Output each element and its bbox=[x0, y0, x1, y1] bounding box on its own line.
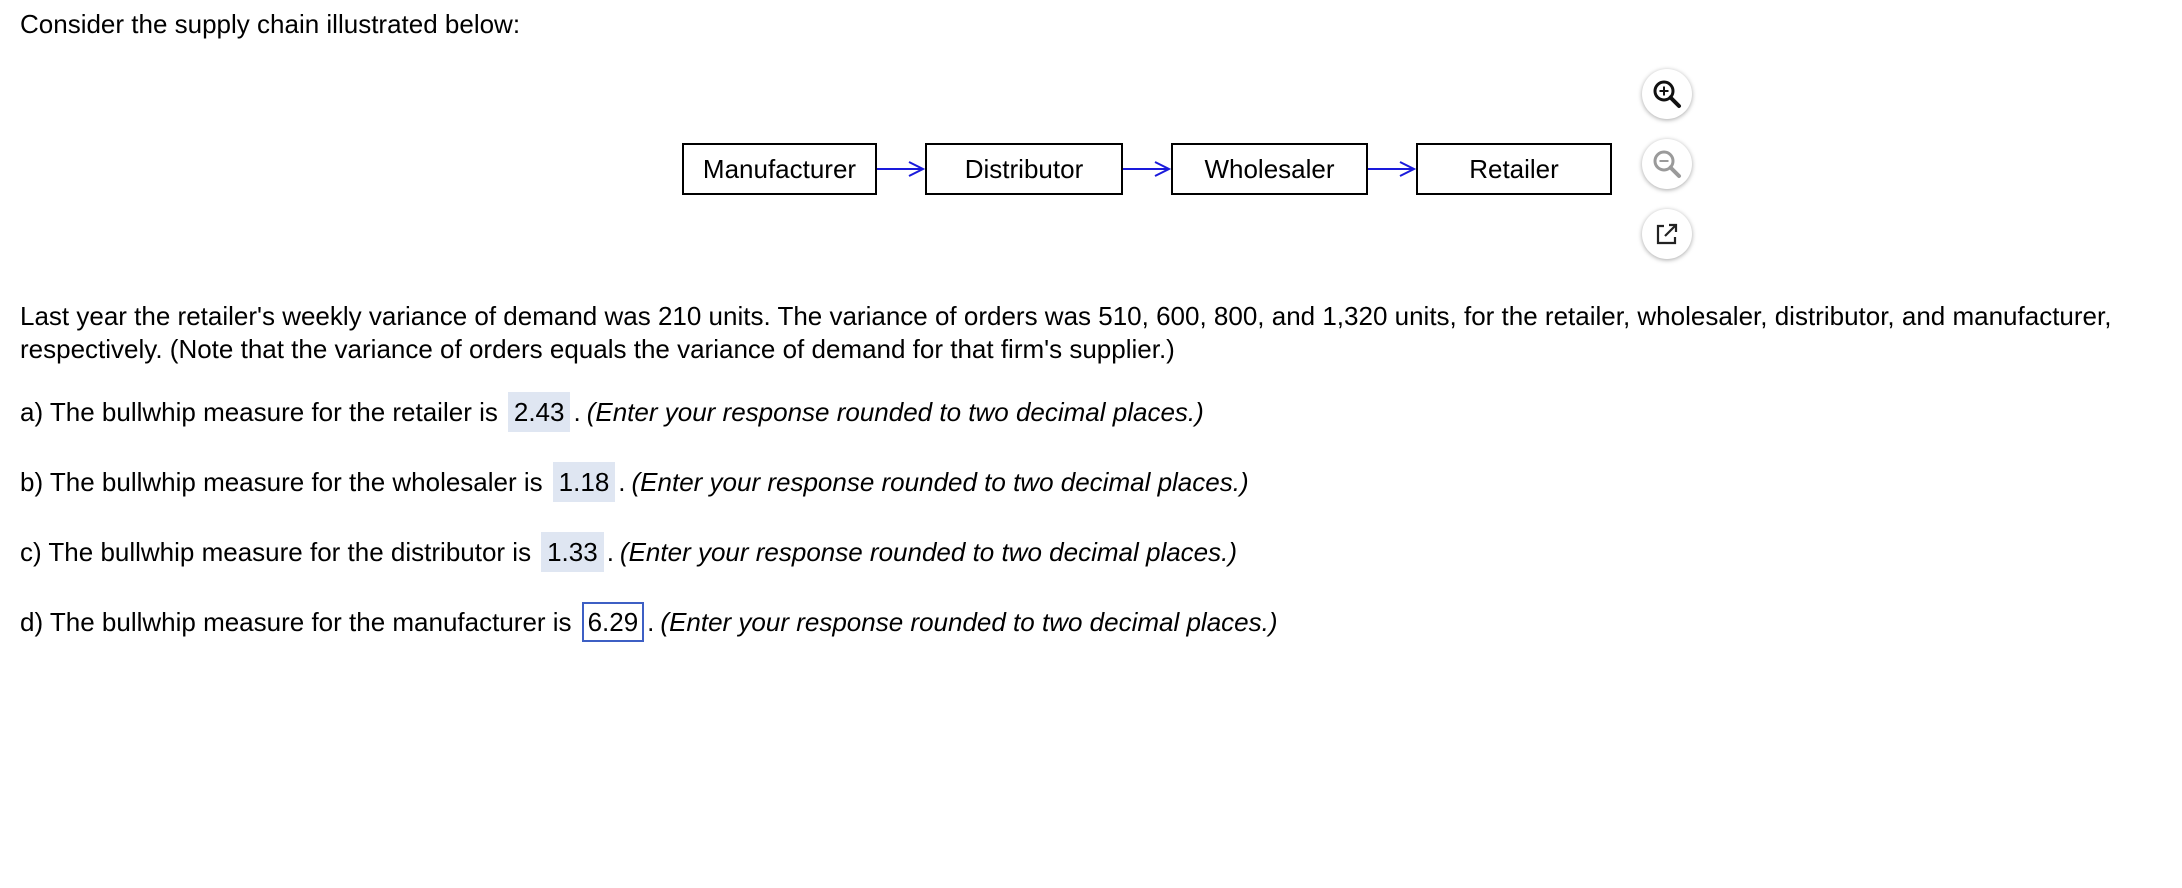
arrow-wholesaler-retailer bbox=[1368, 159, 1416, 179]
question-d-text: d) The bullwhip measure for the manufacturer is bbox=[20, 607, 572, 637]
arrow-distributor-wholesaler bbox=[1123, 159, 1171, 179]
zoom-out-icon bbox=[1650, 147, 1684, 181]
answer-b-field[interactable]: 1.18 bbox=[553, 462, 616, 502]
question-d bbox=[20, 602, 1278, 642]
problem-paragraph: Last year the retailer's weekly variance of demand was 210 units. The variance of orders was 510, 600, 800, and 1,320 units, for the retailer, wholesaler, distributor, and manufacturer, respectively. (Note that the variance of orders equals the variance of demand for that firm's supplier.) bbox=[20, 301, 2112, 364]
question-c bbox=[20, 532, 1237, 572]
external-link-icon bbox=[1652, 219, 1682, 249]
zoom-in-icon bbox=[1650, 77, 1684, 111]
answer-c-field[interactable]: 1.33 bbox=[541, 532, 604, 572]
question-a-text: a) The bullwhip measure for the retailer is bbox=[20, 397, 498, 427]
question-a-hint: (Enter your response rounded to two decimal places.) bbox=[586, 397, 1204, 427]
period: . bbox=[573, 397, 581, 427]
question-b-hint: (Enter your response rounded to two decimal places.) bbox=[631, 467, 1249, 497]
intro-text: Consider the supply chain illustrated below: bbox=[20, 9, 521, 39]
question-c-hint: (Enter your response rounded to two decimal places.) bbox=[619, 537, 1238, 567]
answer-a-field[interactable]: 2.43 bbox=[508, 392, 571, 432]
node-distributor: Distributor bbox=[925, 143, 1123, 195]
node-retailer: Retailer bbox=[1416, 143, 1612, 195]
zoom-in-button[interactable] bbox=[1642, 69, 1692, 119]
period: . bbox=[647, 607, 655, 637]
popout-button[interactable] bbox=[1642, 209, 1692, 259]
node-wholesaler: Wholesaler bbox=[1171, 143, 1368, 195]
question-b-text: b) The bullwhip measure for the wholesaler is bbox=[20, 467, 543, 497]
zoom-out-button[interactable] bbox=[1642, 139, 1692, 189]
node-manufacturer: Manufacturer bbox=[682, 143, 877, 195]
question-b bbox=[20, 462, 1249, 502]
answer-d-field[interactable]: 6.29 bbox=[582, 602, 645, 642]
question-a bbox=[20, 392, 1204, 432]
period: . bbox=[618, 467, 626, 497]
arrow-manufacturer-distributor bbox=[877, 159, 925, 179]
question-c-text: c) The bullwhip measure for the distributor is bbox=[20, 537, 532, 567]
period: . bbox=[606, 537, 614, 567]
question-d-hint: (Enter your response rounded to two decimal places.) bbox=[660, 607, 1278, 637]
